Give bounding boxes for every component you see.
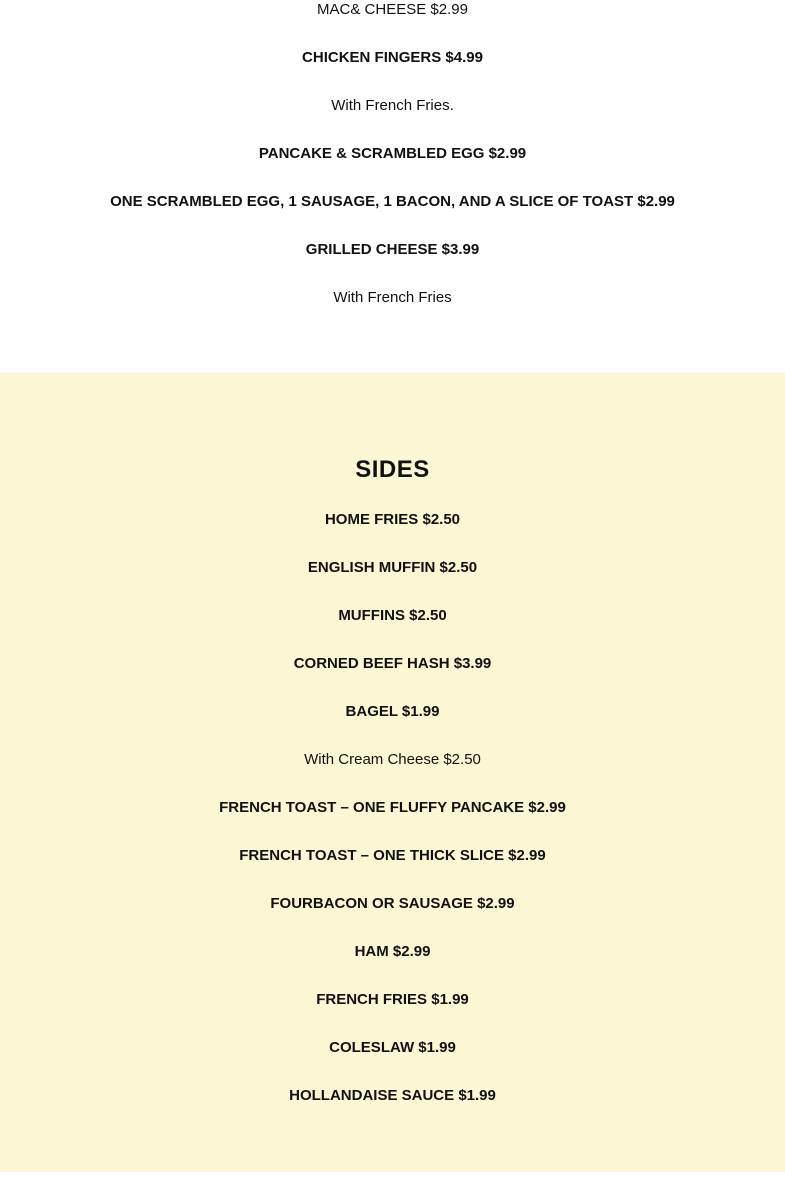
side-item-home-fries: HOME FRIES $2.50 <box>324 511 461 528</box>
side-item-bagel: BAGEL $1.99 <box>345 703 440 720</box>
side-item-hollandaise: HOLLANDAISE SAUCE $1.99 <box>289 1087 496 1104</box>
side-item-french-toast-pancake: FRENCH TOAST – ONE FLUFFY PANCAKE $2.99 <box>219 799 566 816</box>
side-item-coleslaw: COLESLAW $1.99 <box>329 1039 456 1056</box>
menu-item-note: With French Fries. <box>331 97 454 114</box>
side-item-note: With Cream Cheese $2.50 <box>304 751 481 768</box>
side-item-bacon-sausage: FOURBACON OR SAUSAGE $2.99 <box>270 895 515 912</box>
sides-heading: SIDES <box>355 456 430 483</box>
menu-item-mac-cheese: MAC& CHEESE $2.99 <box>317 1 468 18</box>
side-item-ham: HAM $2.99 <box>354 943 431 960</box>
side-item-muffins: MUFFINS $2.50 <box>338 607 447 624</box>
kids-menu-section <box>0 0 785 373</box>
side-item-corned-beef-hash: CORNED BEEF HASH $3.99 <box>293 655 492 672</box>
menu-item-chicken-fingers: CHICKEN FINGERS $4.99 <box>302 49 483 66</box>
page-bottom <box>0 1172 785 1197</box>
menu-item-grilled-cheese: GRILLED CHEESE $3.99 <box>305 241 480 258</box>
menu-item-breakfast-combo: ONE SCRAMBLED EGG, 1 SAUSAGE, 1 BACON, AND A SLICE OF TOAST $2.99 <box>110 193 675 210</box>
side-item-french-toast-slice: FRENCH TOAST – ONE THICK SLICE $2.99 <box>239 847 546 864</box>
side-item-french-fries: FRENCH FRIES $1.99 <box>316 991 469 1008</box>
side-item-english-muffin: ENGLISH MUFFIN $2.50 <box>307 559 478 576</box>
menu-item-note: With French Fries <box>333 289 452 306</box>
menu-item-pancake-egg: PANCAKE & SCRAMBLED EGG $2.99 <box>258 145 527 162</box>
